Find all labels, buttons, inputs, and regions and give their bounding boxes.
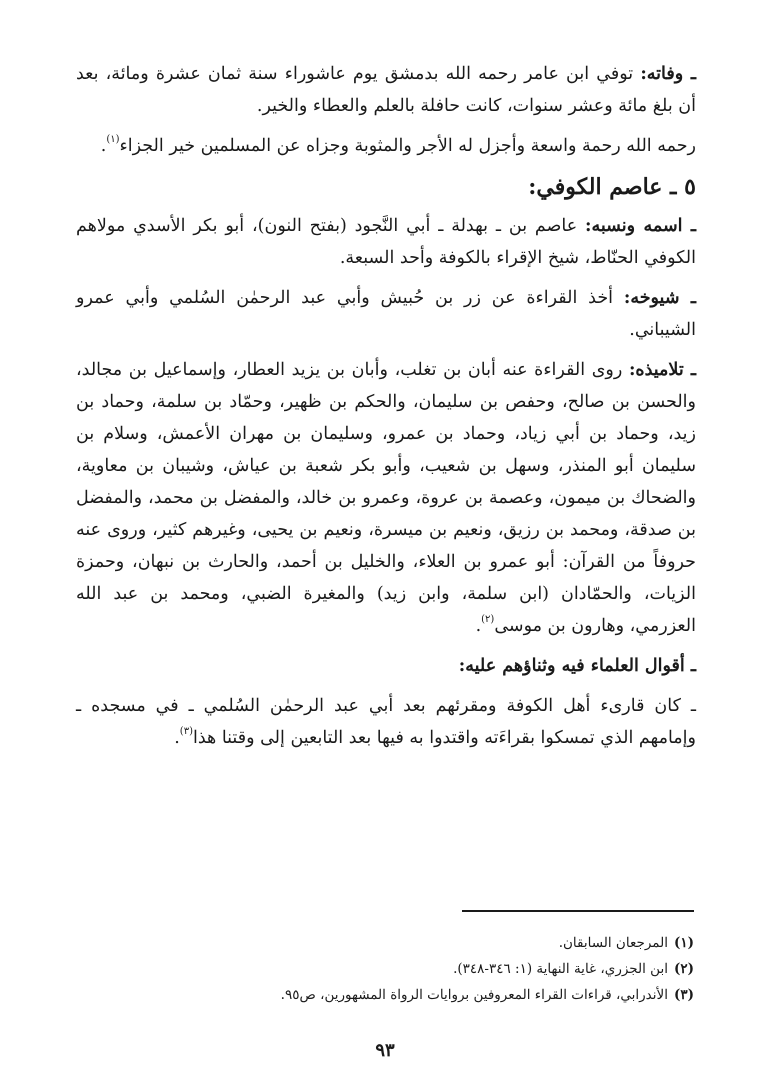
footnote-ref-2[interactable]: (٢) (481, 614, 495, 625)
praise-heading (76, 650, 696, 682)
name-text: عاصم بن ـ بهدلة ـ أبي النَّجود (بفتح النون)، أبو بكر الأسدي مولاهم الكوفي الحنّاط، شيخ الإقراء بالكوفة وأحد السبعة. (76, 216, 696, 268)
footnote-3 (76, 982, 694, 1008)
footnote-number: (٢) (673, 961, 694, 977)
students-label: ـ تلاميذه: (628, 360, 696, 380)
praise-label: ـ أقوال العلماء فيه وثناؤهم عليه: (458, 656, 696, 676)
name-paragraph (76, 210, 696, 274)
death-paragraph (76, 58, 696, 122)
footnotes (76, 930, 694, 1008)
students-text: روى القراءة عنه أبان بن تغلب، وأبان بن يزيد العطار، وإسماعيل بن مجالد، والحسن بن صالح، وحفص بن سليمان، والحكم بن ظهير، وحمّاد بن سلمة، وحماد بن زيد، وحماد بن أبي زياد، وحماد بن عمرو، وسليمان بن مهران الأعمش، وسلام بن سليمان أبو المنذر، وسهل بن شعيب، وأبو بكر شعبة بن عياش، وشيبان بن معاوية، والضحاك بن ميمون، وعصمة بن عروة، وعمرو بن خالد، والمفضل بن محمد، والمفضل بن صدقة، ومحمد بن رزيق، ونعيم بن ميسرة، ونعيم بن يحيى، وغيرهم كثير، وروى عنه حروفاً من القرآن: أبو عمرو بن العلاء، والخليل بن أحمد، والحارث بن نبهان، وحمزة الزيات، والحمّادان (ابن سلمة، وابن زيد) والمغيرة الضبي، ومحمد بن عبد الله العزرمي، وهارون بن موسى (76, 360, 696, 636)
footnote-2 (76, 956, 694, 982)
prayer-text: رحمه الله رحمة واسعة وأجزل له الأجر والمثوبة وجزاه عن المسلمين خير الجزاء (119, 136, 696, 156)
death-label: ـ وفاته: (640, 64, 696, 84)
footnote-text: الأندرابي، قراءات القراء المعروفين بروايات الرواة المشهورين، ص٩٥. (280, 987, 668, 1003)
reader-paragraph (76, 690, 696, 754)
page-number: ٩٣ (375, 1040, 395, 1061)
footnote-number: (١) (673, 935, 694, 951)
footnote-divider (462, 910, 694, 912)
prayer-paragraph (76, 130, 696, 162)
students-paragraph (76, 354, 696, 642)
name-label: ـ اسمه ونسبه: (585, 216, 696, 236)
teachers-text: أخذ القراءة عن زر بن حُبيش وأبي عبد الرحمٰن السُلمي وأبي عمرو الشيباني. (76, 288, 696, 340)
teachers-paragraph (76, 282, 696, 346)
death-text: توفي ابن عامر رحمه الله بدمشق يوم عاشوراء سنة ثمان عشرة ومائة، بعد أن بلغ مائة وعشر سنوات، كانت حافلة بالعلم والعطاء والخير. (76, 64, 696, 116)
reader-end: . (174, 728, 180, 748)
page-body (76, 58, 696, 762)
students-end: . (475, 616, 482, 636)
footnote-text: ابن الجزري، غاية النهاية (١: ٣٤٦-٣٤٨). (453, 961, 668, 977)
prayer-end: . (100, 136, 107, 156)
teachers-label: ـ شيوخه: (623, 288, 696, 308)
footnote-ref-1[interactable]: (١) (106, 134, 120, 145)
footnote-text: المرجعان السابقان. (558, 935, 668, 951)
reader-text: ـ كان قارىء أهل الكوفة ومقرئهم بعد أبي عبد الرحمٰن السُلمي ـ في مسجده ـ وإمامهم الذي تمسكوا بقراءَته واقتدوا به فيها بعد التابعين إلى وقتنا هذا (76, 696, 696, 748)
footnote-1 (76, 930, 694, 956)
footnote-number: (٣) (673, 987, 694, 1003)
section-title: ٥ ـ عاصم الكوفي: (528, 174, 696, 200)
footnote-ref-3[interactable]: (٣) (179, 726, 193, 737)
